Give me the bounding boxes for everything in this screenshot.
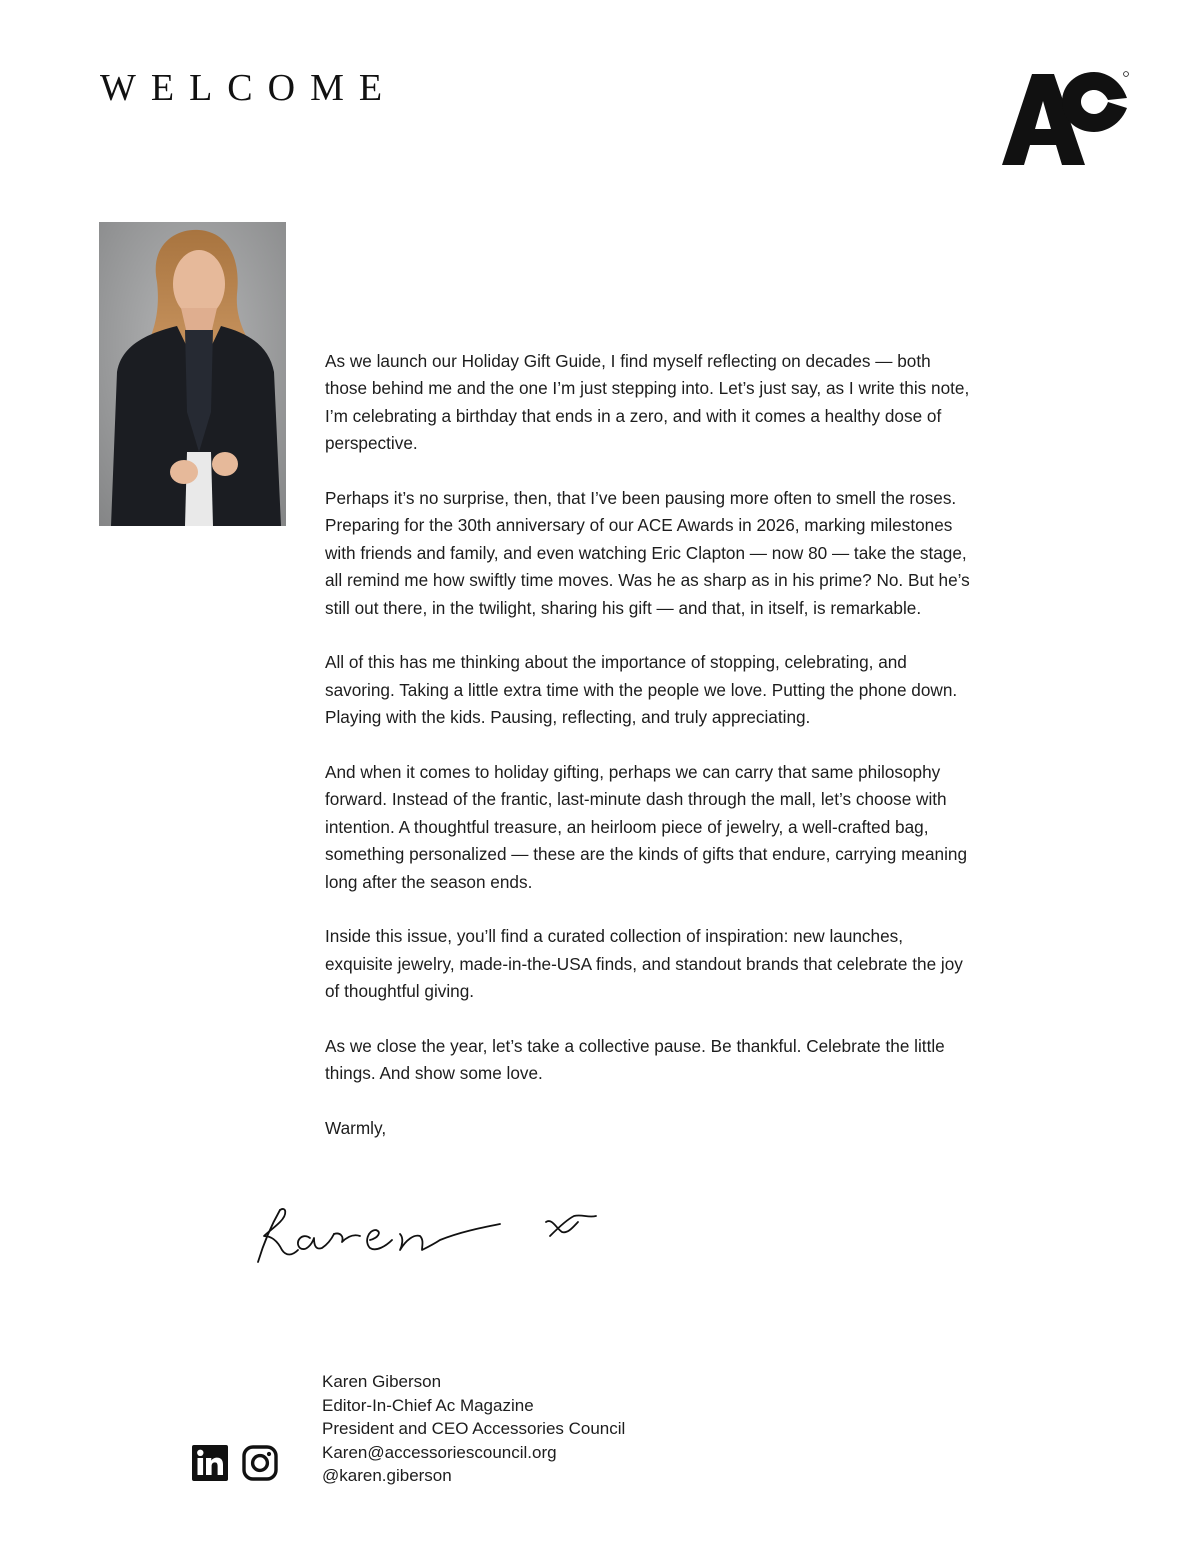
portrait-photo — [99, 222, 286, 526]
ac-logo — [1002, 70, 1130, 166]
letter-closing: Warmly, — [325, 1118, 387, 1139]
letter-paragraph: Perhaps it’s no surprise, then, that I’ve been pausing more often to smell the roses. Preparing for the 30th anniversary of our ACE Awards in 2026, marking milestones with friends and family, and even watching Eric Clapton — now 80 — take the stage, all remind me how swiftly time moves. Was he as sharp as in his prime? No. But he’s still out there, in the twilight, sharing his gift — and that, in itself, is remarkable. — [325, 488, 970, 618]
contact-role: President and CEO Accessories Council — [322, 1419, 626, 1439]
letter-body — [325, 348, 975, 1143]
handwritten-signature — [250, 1192, 610, 1267]
contact-role: Editor-In-Chief Ac Magazine — [322, 1395, 534, 1415]
contact-social-handle[interactable]: @karen.giberson — [322, 1466, 452, 1486]
contact-name: Karen Giberson — [322, 1372, 442, 1391]
contact-email-link[interactable]: Karen@accessoriescouncil.org — [322, 1442, 557, 1462]
letter-paragraph: As we close the year, let’s take a collective pause. Be thankful. Celebrate the little things. And show some love. — [325, 1036, 945, 1084]
letter-paragraph: All of this has me thinking about the importance of stopping, celebrating, and savoring. Taking a little extra time with the people we love. Putting the phone down. Playing with the kids. Pausing, reflecting, and truly appreciating. — [325, 652, 958, 728]
linkedin-icon[interactable] — [192, 1445, 228, 1481]
letter-paragraph: Inside this issue, you’ll find a curated collection of inspiration: new launches, exquisite jewelry, made-in-the-USA finds, and standout brands that celebrate the joy of thoughtful giving. — [325, 926, 963, 1002]
contact-block — [322, 1370, 822, 1488]
letter-paragraph: As we launch our Holiday Gift Guide, I find myself reflecting on decades — both those behind me and the one I’m just stepping into. Let’s just say, as I write this note, I’m celebrating a birthday that ends in a zero, and with it comes a healthy dose of perspective. — [325, 351, 970, 454]
letter-paragraph: And when it comes to holiday gifting, perhaps we can carry that same philosophy forward. Instead of the frantic, last-minute dash through the mall, let’s choose with intention. A thoughtful treasure, an heirloom piece of jewelry, a well-crafted bag, something personalized — these are the kinds of gifts that endure, carrying meaning long after the season ends. — [325, 762, 968, 892]
instagram-icon[interactable] — [242, 1445, 278, 1481]
page-title: WELCOME — [100, 67, 398, 109]
social-icons — [192, 1445, 292, 1483]
